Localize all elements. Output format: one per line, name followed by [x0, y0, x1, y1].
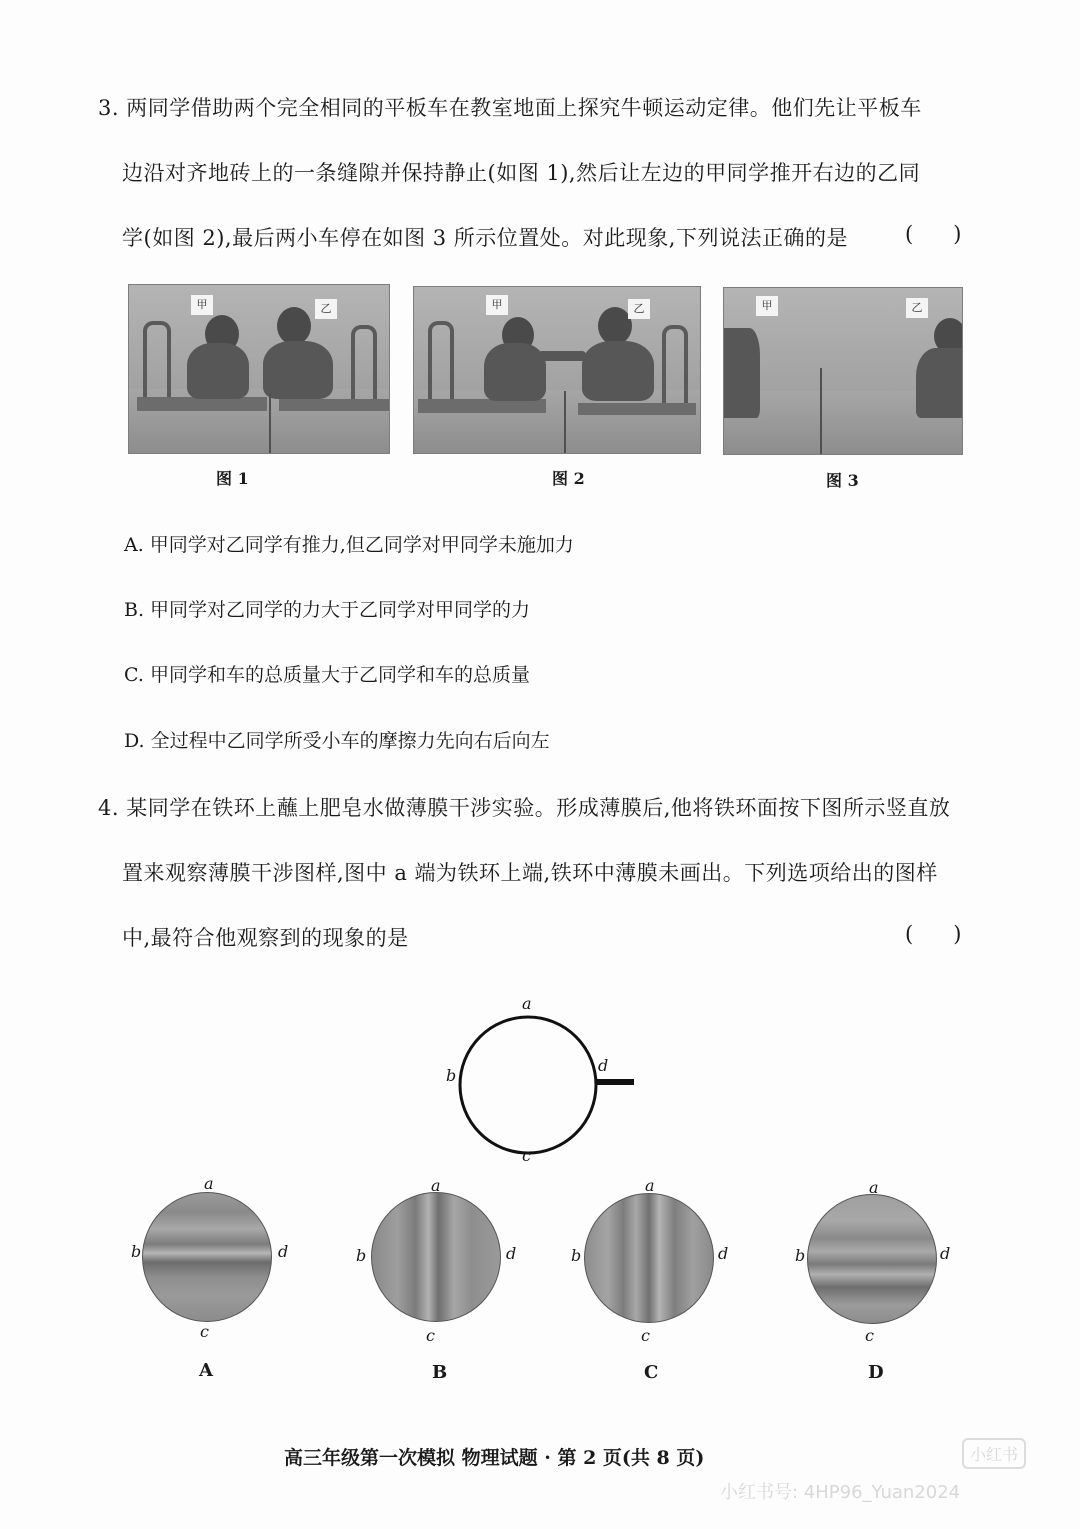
q3-photo-1-caption: 图 1	[216, 469, 249, 488]
photo-3-tag-jia: 甲	[756, 296, 778, 316]
q4-line-2: 置来观察薄膜干涉图样,图中 a 端为铁环上端,铁环中薄膜未画出。下列选项给出的图样	[122, 861, 938, 885]
ring-label-a: a	[522, 994, 532, 1013]
q4-line-1: 4. 某同学在铁环上蘸上肥皂水做薄膜干涉实验。形成薄膜后,他将铁环面按下图所示竖直放	[98, 796, 951, 820]
ring-label-b: b	[446, 1066, 457, 1085]
choice-d-label-d: d	[940, 1244, 951, 1263]
choice-c-label-b: b	[571, 1246, 582, 1265]
choice-c-fringe-pattern	[584, 1193, 714, 1323]
choice-a-label-d: d	[278, 1242, 289, 1261]
choice-b-label-c: c	[426, 1326, 435, 1345]
q3-photo-2-caption: 图 2	[552, 469, 585, 488]
choice-a-label-b: b	[131, 1242, 142, 1261]
choice-c-label-a: a	[645, 1176, 655, 1195]
choice-d-label-a: a	[869, 1178, 879, 1197]
choice-b-label-b: b	[356, 1246, 367, 1265]
q3-option-c: C. 甲同学和车的总质量大于乙同学和车的总质量	[124, 664, 530, 686]
choice-a-label-c: c	[200, 1322, 209, 1341]
choice-b-label-a: a	[431, 1176, 441, 1195]
q4-line-3: 中,最符合他观察到的现象的是	[122, 926, 409, 950]
choice-c-label-c: c	[641, 1326, 650, 1345]
q4-answer-bracket: ( )	[905, 922, 962, 946]
photo-1-tag-jia: 甲	[191, 295, 213, 315]
watermark-text: 小红书号: 4HP96_Yuan2024	[720, 1482, 961, 1503]
ring-label-d: d	[598, 1056, 609, 1075]
choice-b-label-d: d	[506, 1244, 517, 1263]
q3-line-2: 边沿对齐地砖上的一条缝隙并保持静止(如图 1),然后让左边的甲同学推开右边的乙同	[122, 161, 921, 185]
choice-c-label-d: d	[718, 1244, 729, 1263]
iron-ring	[460, 1017, 596, 1153]
choice-a-letter: A	[199, 1360, 213, 1381]
choice-b-fringe-pattern	[371, 1192, 501, 1322]
q3-photo-3	[723, 287, 963, 455]
photo-2-tag-jia: 甲	[486, 295, 508, 315]
q3-option-b: B. 甲同学对乙同学的力大于乙同学对甲同学的力	[124, 599, 531, 621]
q3-photo-1	[128, 284, 390, 454]
choice-c-letter: C	[644, 1362, 659, 1383]
q3-photo-2	[413, 286, 701, 454]
q3-answer-bracket: ( )	[905, 222, 962, 246]
choice-d-fringe-pattern	[807, 1194, 937, 1324]
choice-a-fringe-pattern	[142, 1192, 272, 1322]
choice-d-label-b: b	[795, 1246, 806, 1265]
q3-line-1: 3. 两同学借助两个完全相同的平板车在教室地面上探究牛顿运动定律。他们先让平板车	[98, 96, 922, 120]
choice-d-label-c: c	[865, 1326, 874, 1345]
photo-1-tag-yi: 乙	[315, 299, 337, 319]
choice-a-label-a: a	[204, 1174, 214, 1193]
ring-handle	[596, 1079, 634, 1085]
photo-2-tag-yi: 乙	[628, 299, 650, 319]
q3-option-a: A. 甲同学对乙同学有推力,但乙同学对甲同学未施加力	[124, 534, 574, 556]
iron-ring-diagram	[455, 1010, 645, 1160]
q3-option-d: D. 全过程中乙同学所受小车的摩擦力先向右后向左	[124, 730, 550, 752]
page-footer: 高三年级第一次模拟 物理试题 · 第 2 页(共 8 页)	[284, 1447, 705, 1469]
choice-d-letter: D	[868, 1362, 884, 1383]
watermark-logo: 小红书	[962, 1438, 1026, 1469]
q3-photo-3-caption: 图 3	[826, 471, 859, 490]
photo-3-tag-yi: 乙	[906, 298, 928, 318]
ring-label-c: c	[522, 1146, 531, 1165]
q3-line-3: 学(如图 2),最后两小车停在如图 3 所示位置处。对此现象,下列说法正确的是	[122, 226, 848, 250]
choice-b-letter: B	[432, 1362, 448, 1383]
